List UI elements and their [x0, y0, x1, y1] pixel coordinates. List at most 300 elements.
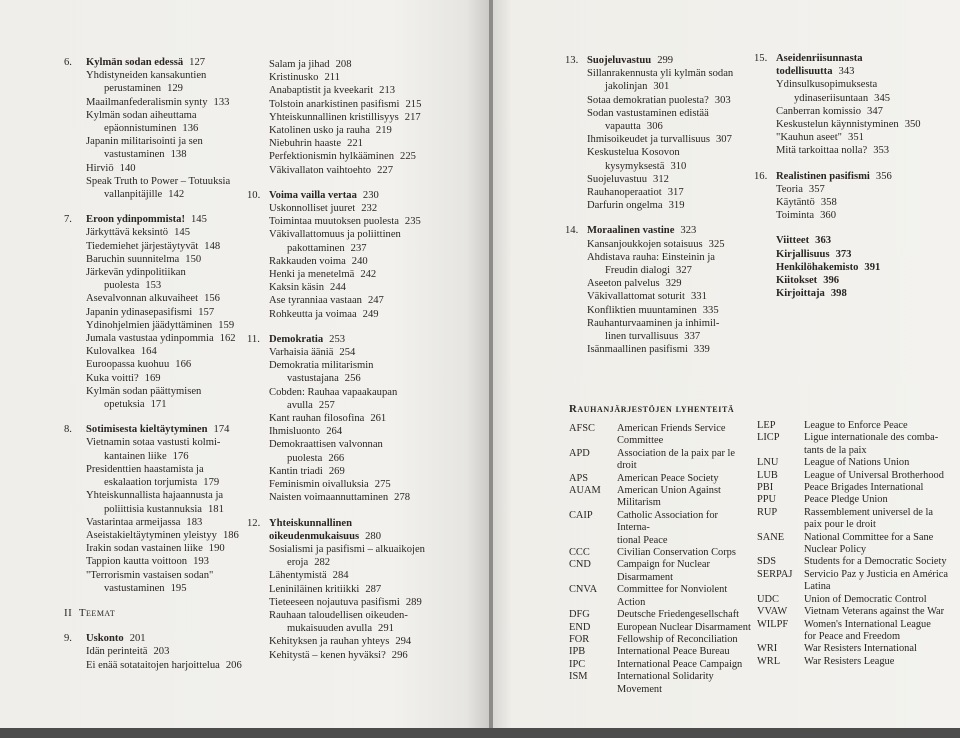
section-title-line: Rohkeutta ja voimaa: [269, 308, 357, 320]
chapter-number: 9.: [64, 633, 72, 645]
abbreviation-name: [804, 569, 957, 594]
toc-chapter: [565, 54, 745, 67]
toc-section: [247, 58, 442, 71]
abbreviation-name-line: Nuclear Policy: [804, 544, 867, 556]
page-number: 159: [218, 319, 235, 331]
section-title-line: "Kauhun aseet": [776, 132, 843, 144]
toc-section: [64, 358, 244, 371]
toc-backmatter: [754, 234, 954, 247]
abbreviation-name-line: European Nuclear Disarmament: [617, 621, 751, 633]
section-title-line: Toiminta: [776, 210, 815, 222]
toc-section: [64, 135, 244, 161]
page-number: 254: [339, 347, 356, 359]
abbreviation-row: [569, 448, 751, 473]
section-title-line: Tappion kautta voittoon: [86, 556, 188, 568]
toc-section: [247, 124, 442, 137]
section-title-line: Rauhanoperaatiot: [587, 187, 662, 199]
page-number: 358: [820, 197, 837, 209]
toc-section: [247, 308, 442, 321]
page-number: 162: [219, 333, 236, 345]
page-number: 335: [702, 304, 719, 316]
page-number: 373: [835, 248, 852, 260]
toc-section: [64, 542, 244, 555]
bottom-edge: [0, 728, 960, 738]
abbreviation-row: [569, 659, 751, 671]
abbreviation-row: [569, 485, 751, 510]
page-number: 296: [391, 649, 408, 661]
abbreviation-code: UDC: [757, 593, 779, 605]
abbreviation-row: [757, 494, 957, 506]
toc-chapter: [754, 170, 954, 183]
page-number: 230: [362, 189, 379, 201]
page-number: 242: [360, 269, 377, 281]
page-number: 166: [175, 359, 192, 371]
abbreviation-code: SERPAJ: [757, 568, 793, 580]
section-title-line: Rauhaan taloudellisen oikeuden-: [269, 609, 408, 621]
abbreviation-name-line: Peace Pledge Union: [804, 494, 888, 506]
section-title-line: Tieteeseen nojautuva pasifismi: [269, 596, 400, 608]
page-number: 206: [225, 659, 242, 671]
page-number: 174: [213, 424, 230, 436]
abbreviation-name-line: Vietnam Veterans against the War: [804, 606, 945, 618]
section-title-line: Uskonnolliset juuret: [269, 203, 356, 215]
section-title-line: Demokraattisen valvonnan: [269, 439, 383, 451]
page-number: 211: [324, 72, 340, 84]
toc-section: [247, 228, 442, 254]
section-title-line: avulla: [287, 399, 313, 411]
section-title-line: Kehitystä – kenen hyväksi?: [269, 649, 386, 661]
abbreviation-name: [804, 643, 957, 655]
chapter-title: Moraalinen vastine: [587, 225, 675, 237]
section-title-line: eskalaation torjumista: [104, 477, 198, 489]
toc-chapter: [247, 189, 442, 202]
page-number: 227: [377, 164, 393, 176]
page-number: 181: [208, 503, 224, 515]
page-number: 357: [808, 183, 825, 195]
abbreviation-row: [569, 584, 751, 609]
abbreviation-name: [804, 556, 957, 568]
page-number: 145: [191, 214, 207, 226]
chapter-number: 14.: [565, 225, 579, 237]
section-title-line: Japanin ydinasepasifismi: [86, 306, 193, 318]
section-title-line: puolesta: [287, 452, 323, 464]
abbreviation-name: [617, 547, 751, 559]
page-number: 201: [129, 633, 146, 645]
toc-backmatter: [754, 261, 954, 274]
page-number: 127: [189, 57, 206, 68]
abbreviation-name: [804, 619, 957, 644]
abbreviation-name-line: paix pour le droit: [804, 519, 876, 531]
toc-section: [247, 386, 442, 412]
section-title-line: opetuksia: [104, 399, 145, 411]
toc-section: [754, 118, 954, 131]
chapter-title: Uskonto: [86, 633, 124, 645]
toc-section: [754, 196, 954, 209]
section-title-line: vastustajana: [287, 373, 339, 385]
toc-section: [64, 645, 244, 658]
part-heading: [64, 607, 244, 620]
section-title-line: Jumala vastustaa ydinpommia: [86, 333, 214, 345]
page-number: 232: [361, 203, 378, 215]
page-number: 244: [330, 282, 346, 294]
page-number: 307: [716, 134, 732, 146]
toc-chapter: [64, 423, 244, 436]
toc-chapter: [64, 56, 244, 69]
page-number: 312: [653, 173, 669, 185]
abbreviation-code: LICP: [757, 432, 780, 444]
abbreviation-row: [757, 569, 957, 594]
abbreviation-name-line: Women's International League: [804, 618, 931, 630]
abbreviation-name-line: Action: [617, 596, 646, 608]
page-number: 264: [326, 426, 343, 438]
abbreviation-name-line: Civilian Conservation Corps: [617, 547, 736, 559]
abbreviation-code: LUB: [757, 469, 778, 481]
toc-section: [754, 131, 954, 144]
abbreviation-name-line: National Committee for a Sane: [804, 531, 934, 543]
toc-backmatter: [754, 287, 954, 300]
spacer: [64, 201, 244, 213]
page-number: 190: [208, 543, 225, 555]
toc-section: [565, 94, 745, 107]
abbreviation-name: [804, 457, 957, 469]
section-title-line: Kaksin käsin: [269, 282, 325, 294]
abbreviation-row: [757, 656, 957, 668]
toc-section: [247, 202, 442, 215]
page-number: 294: [395, 636, 412, 648]
abbreviation-row: [757, 532, 957, 557]
section-title-line: Sillanrakennusta yli kylmän sodan: [587, 68, 734, 80]
page-number: 282: [314, 557, 331, 569]
page-number: 193: [193, 556, 209, 568]
toc-section: [247, 438, 442, 464]
toc-section: [247, 268, 442, 281]
page-number: 247: [367, 295, 384, 307]
abbreviation-code: FOR: [569, 633, 590, 645]
section-title-line: Ydinsulkusopimuksesta: [776, 79, 878, 91]
section-title-line: Käytäntö: [776, 197, 815, 209]
section-title-line: Järkevän ydinpolitiikan: [86, 267, 186, 279]
page-number: 219: [375, 125, 392, 137]
toc-section: [247, 84, 442, 97]
page-number: 142: [168, 189, 185, 201]
abbreviation-row: [569, 671, 751, 696]
abbreviation-name-line: American Peace Society: [617, 472, 719, 484]
toc-section: [247, 569, 442, 582]
toc-section: [64, 253, 244, 266]
toc-section: [565, 67, 745, 93]
abbreviation-code: LNU: [757, 457, 779, 469]
abbreviation-name-line: War Resisters League: [804, 655, 895, 667]
abbreviation-code: END: [569, 621, 591, 633]
chapter-title: Realistinen pasifismi: [776, 170, 870, 182]
section-title-line: Naisten voimaannuttaminen: [269, 492, 389, 504]
abbreviation-name: [804, 656, 957, 668]
abbreviation-code: WRI: [757, 643, 778, 655]
abbreviation-row: [569, 423, 751, 448]
abbreviation-row: [757, 420, 957, 432]
chapter-title: Voima vailla vertaa: [269, 189, 357, 201]
page-number: 257: [318, 399, 335, 411]
abbreviation-row: [569, 634, 751, 646]
spacer: [64, 411, 244, 423]
section-title-line: Presidenttien haastamista ja: [86, 463, 204, 475]
chapter-title: Suojeluvastuu: [587, 55, 652, 66]
abbreviation-code: WRL: [757, 655, 781, 667]
abbreviation-code: SDS: [757, 556, 777, 568]
chapter-number: 15.: [754, 53, 768, 64]
page-number: 237: [350, 242, 367, 254]
page-number: 156: [204, 293, 220, 305]
abbreviation-code: VVAW: [757, 606, 788, 618]
toc-section: [64, 292, 244, 305]
section-title-line: Keskustelun käynnistyminen: [776, 119, 899, 131]
abbreviation-code: SANE: [757, 531, 785, 543]
page-number: 278: [394, 492, 411, 504]
page-number: 337: [684, 331, 701, 343]
toc-section: [565, 277, 745, 290]
toc-chapter: [565, 224, 745, 237]
abbreviation-row: [757, 457, 957, 469]
toc-section: [247, 111, 442, 124]
page-number: 253: [329, 333, 346, 345]
abbreviation-name-line: Servicio Paz y Justicia en América: [804, 568, 948, 580]
abbreviation-name-line: Students for a Democratic Society: [804, 556, 947, 568]
page-number: 356: [875, 170, 892, 182]
abbreviation-name-line: League of Nations Union: [804, 457, 910, 469]
abbreviation-name-line: for Peace and Freedom: [804, 630, 901, 642]
page-number: 203: [153, 646, 170, 658]
page-number: 249: [362, 308, 379, 320]
section-title-line: Darfurin ongelma: [587, 200, 663, 212]
section-title-line: Cobden: Rauhaa vapaakaupan: [269, 386, 398, 398]
section-title-line: Katolinen usko ja rauha: [269, 125, 370, 137]
abbreviation-row: [757, 606, 957, 618]
abbreviation-name-line: Committee: [617, 435, 664, 447]
page-number: 301: [653, 81, 670, 93]
section-title-line: pakottaminen: [287, 242, 345, 254]
abbreviation-name: [617, 584, 751, 609]
section-title-line: Aseistakieltäytyminen yleistyy: [86, 529, 217, 541]
chapter-number: 16.: [754, 170, 768, 182]
section-title-line: Keskustelua Kosovon: [587, 147, 680, 159]
page-number: 327: [676, 265, 692, 277]
toc-section: [247, 255, 442, 268]
toc-section: [64, 516, 244, 529]
toc-section: [64, 569, 244, 595]
toc-section: [247, 281, 442, 294]
abbreviation-name: [617, 559, 751, 584]
abbreviation-code: PPU: [757, 494, 777, 506]
section-title-line: Perfektionismin hylkääminen: [269, 151, 395, 163]
section-title-line: Ihmisluonto: [269, 426, 321, 438]
section-title-line: Tolstoin anarkistinen pasifismi: [269, 98, 400, 110]
toc-section: [247, 412, 442, 425]
section-title-line: Yhteiskunnallinen kristillisyys: [269, 111, 399, 123]
toc-section: [64, 385, 244, 411]
toc-section: [565, 146, 745, 172]
abbreviation-name: [617, 423, 751, 448]
page-number: 169: [144, 372, 161, 384]
page-number: 145: [174, 227, 190, 239]
section-title-line: Maailmanfederalismin synty: [86, 96, 208, 108]
toc-section: [64, 332, 244, 345]
section-title-line: Rakkauden voima: [269, 255, 346, 267]
toc-section: [64, 319, 244, 332]
page-number: 284: [332, 570, 349, 582]
abbreviation-row: [569, 559, 751, 584]
abbreviation-row: [757, 556, 957, 568]
page-number: 240: [351, 255, 368, 267]
section-title-line: Idän perinteitä: [86, 646, 148, 658]
section-title-line: Kylmän sodan aiheuttama: [86, 109, 197, 121]
section-title-line: Speak Truth to Power – Totuuksia: [86, 175, 231, 187]
abbreviation-code: IPC: [569, 658, 586, 670]
page-number: 136: [182, 123, 199, 135]
toc-column-3: [565, 54, 745, 356]
abbreviation-name: [804, 470, 957, 482]
abbreviation-name-line: Disarmament: [617, 571, 673, 583]
page-number: 171: [150, 399, 167, 411]
toc-section: [565, 317, 745, 343]
chapter-title-line: Aseidenriisunnasta: [776, 53, 863, 64]
toc-chapter: [247, 517, 442, 543]
toc-section: [247, 98, 442, 111]
section-title-line: Järkyttävä keksintö: [86, 227, 169, 239]
backmatter-title: Kirjallisuus: [776, 248, 830, 260]
toc-section: [247, 491, 442, 504]
section-title-line: Ydinohjelmien jäädyttäminen: [86, 319, 213, 331]
toc-section: [754, 144, 954, 157]
abbreviation-row: [757, 482, 957, 494]
section-title-line: vastustaminen: [104, 582, 165, 594]
abbreviation-name-line: League to Enforce Peace: [804, 420, 908, 431]
page-number: 221: [347, 138, 363, 150]
abbreviation-name-line: Committee for Nonviolent: [617, 584, 728, 596]
toc-section: [247, 71, 442, 84]
page-number: 396: [823, 275, 840, 287]
section-title-line: Toimintaa muutoksen puolesta: [269, 216, 399, 228]
abbreviation-row: [569, 622, 751, 634]
section-title-line: Sotaa demokratian puolesta?: [587, 94, 709, 106]
page-number: 235: [404, 216, 421, 228]
section-title-line: kantainen liike: [104, 450, 167, 462]
section-title-line: Varhaisia ääniä: [269, 347, 334, 359]
section-title-line: Sosialismi ja pasifismi – alkuaikojen: [269, 543, 425, 555]
page-number: 176: [172, 450, 189, 462]
section-title-line: perustaminen: [104, 83, 162, 95]
section-title-line: Tiedemiehet järjestäytyvät: [86, 240, 199, 252]
page-number: 133: [213, 96, 230, 108]
abbreviation-name: [617, 473, 751, 485]
section-title-line: Demokratia militarismin: [269, 360, 374, 372]
abbreviation-name: [804, 494, 957, 506]
page-number: 256: [344, 373, 361, 385]
section-title-line: Teoria: [776, 183, 803, 195]
section-title-line: Salam ja jihad: [269, 59, 330, 70]
abbreviation-row: [757, 470, 957, 482]
chapter-title-line: Yhteiskunnallinen: [269, 517, 353, 529]
section-title-line: Isänmaallinen pasifismi: [587, 344, 688, 356]
abbreviation-row: [569, 510, 751, 547]
section-title-line: Leniniläinen kritiikki: [269, 583, 360, 595]
abbreviation-code: DFG: [569, 609, 590, 621]
page-number: 391: [864, 261, 881, 273]
section-title-line: Niebuhrin haaste: [269, 138, 342, 150]
toc-chapter: [754, 52, 954, 78]
page-number: 138: [170, 149, 187, 161]
abbreviation-name-line: International Peace Bureau: [617, 646, 730, 658]
section-title-line: Väkivallattomuus ja poliittinen: [269, 229, 401, 241]
section-title-line: Euroopassa kuohuu: [86, 359, 170, 371]
toc-section: [754, 209, 954, 222]
section-title-line: Kulovalkea: [86, 346, 135, 358]
toc-backmatter: [754, 248, 954, 261]
toc-section: [565, 186, 745, 199]
page-number: 363: [815, 235, 832, 247]
spacer: [754, 222, 954, 234]
section-title-line: Yhdistyneiden kansakuntien: [86, 70, 207, 82]
abbreviation-name-line: Ligue internationale des comba-: [804, 432, 939, 444]
page-number: 195: [170, 582, 187, 594]
page-number: 306: [646, 121, 663, 133]
section-title-line: Lähentymistä: [269, 570, 327, 582]
section-title-line: Ase tyranniaa vastaan: [269, 295, 362, 307]
section-title-line: Canberran komissio: [776, 105, 862, 117]
page-number: 213: [379, 85, 396, 97]
chapter-title: Sotimisesta kieltäytyminen: [86, 424, 208, 436]
section-title-line: Asevalvonnan alkuvaiheet: [86, 293, 199, 305]
toc-section: [565, 173, 745, 186]
part-title: Teemat: [78, 606, 116, 619]
chapter-number: 10.: [247, 189, 261, 201]
toc-section: [247, 137, 442, 150]
abbreviation-name-line: Peace Brigades International: [804, 482, 924, 494]
toc-section: [247, 543, 442, 569]
toc-section: [247, 465, 442, 478]
page-number: 215: [405, 98, 422, 110]
abbreviation-name-line: Union of Democratic Control: [804, 593, 927, 605]
backmatter-title: Viitteet: [776, 235, 810, 247]
abbreviation-row: [569, 646, 751, 658]
chapter-title-line: todellisuutta: [776, 66, 833, 78]
toc-section: [565, 107, 745, 133]
part-number: II: [64, 606, 73, 619]
abbreviation-code: CAIP: [569, 509, 593, 521]
toc-section: [64, 345, 244, 358]
abbreviation-name: [804, 606, 957, 618]
abbreviation-name: [804, 420, 957, 432]
section-title-line: Irakin sodan vastainen liike: [86, 543, 203, 555]
abbreviation-code: WILPF: [757, 618, 789, 630]
abbreviation-name-line: Deutsche Friedengesellschaft: [617, 609, 740, 621]
section-title-line: Kansanjoukkojen sotaisuus: [587, 238, 703, 250]
section-title-line: vapautta: [605, 121, 641, 133]
page-number: 350: [904, 119, 921, 131]
chapter-number: 11.: [247, 333, 260, 345]
section-title-line: Kylmän sodan päättymisen: [86, 385, 202, 397]
abbreviation-name-line: International Peace Campaign: [617, 658, 743, 670]
chapter-title-line: oikeudenmukaisuus: [269, 530, 360, 542]
page-number: 317: [667, 187, 684, 199]
abbreviation-row: [757, 594, 957, 606]
section-title-line: eroja: [287, 557, 309, 569]
page-number: 353: [873, 145, 890, 157]
section-title-line: Ei enää sotataitojen harjoittelua: [86, 659, 220, 671]
section-title-line: Kuka voitti?: [86, 372, 139, 384]
abbreviation-name: [804, 432, 957, 457]
abbreviation-code: IPB: [569, 646, 586, 658]
abbreviation-name: [617, 448, 751, 473]
